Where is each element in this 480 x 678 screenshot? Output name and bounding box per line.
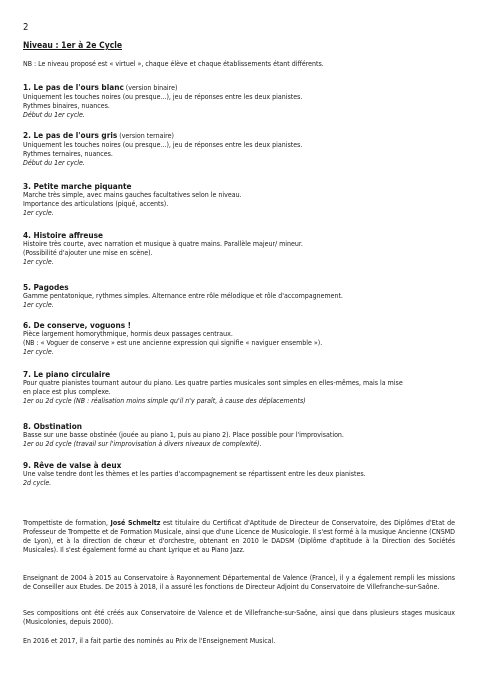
piece-description-line: Uniquement les touches noires (ou presque...), jeu de réponses entre les deux pianistes. xyxy=(23,93,303,101)
piece-title-text: 7. Le piano circulaire xyxy=(23,369,111,379)
piece-level: Début du 1er cycle. xyxy=(23,159,85,167)
piece-item xyxy=(23,369,463,406)
piece-description-line: Rythmes binaires, nuances. xyxy=(23,102,110,110)
piece-description-line: Pour quatre pianistes tournant autour du piano. Les quatre parties musicales sont simples en elles-mêmes, mais la mise xyxy=(23,379,403,387)
piece-description-line: Marche très simple, avec mains gauches facultatives selon le niveau. xyxy=(23,191,242,199)
piece-level: 1er ou 2d cycle (travail sur l'improvisation à divers niveaux de complexité). xyxy=(23,440,262,448)
piece-title xyxy=(23,230,463,240)
piece-level: 1er ou 2d cycle (NB : réalisation moins simple qu'il n'y paraît, à cause des déplacements) xyxy=(23,397,306,405)
piece-title xyxy=(23,282,463,292)
piece-description-line: Gamme pentatonique, rythmes simples. Alternance entre rôle mélodique et rôle d'accompagnement. xyxy=(23,292,343,300)
piece-level: 1er cycle. xyxy=(23,348,54,356)
piece-item xyxy=(23,320,463,357)
piece-title xyxy=(23,369,463,379)
piece-title xyxy=(23,320,463,330)
piece-level: 1er cycle. xyxy=(23,209,54,217)
piece-title xyxy=(23,130,463,141)
piece-title-text: 1. Le pas de l'ours blanc xyxy=(23,82,124,92)
bio-paragraph: Enseignant de 2004 à 2015 au Conservatoire à Rayonnement Départemental de Valence (France), il y a également rempli les missions de Conseiller aux Etudes. De 2015 à 2018, il a assuré les fonctions de Directeur Adjoint du Conservatoire de Villefranche-sur-Saône. xyxy=(23,574,455,591)
piece-item xyxy=(23,82,463,120)
piece-description-line: (Possibilité d'ajouter une mise en scène). xyxy=(23,249,153,257)
piece-title-text: 6. De conserve, voguons ! xyxy=(23,320,132,330)
composer-name: José Schmeltz xyxy=(110,519,161,527)
piece-title xyxy=(23,421,463,431)
piece-title-text: 9. Rêve de valse à deux xyxy=(23,460,122,470)
bio-paragraph: Trompettiste de formation, José Schmeltz est titulaire du Certificat d'Aptitude de Directeur de Conservatoire, des Diplômes d'Etat de Professeur de Trompette et de Formation Musicale, ainsi que d'une Licence de Musicologie. Il s'est formé à la musique Ancienne (CNSMD de Lyon), et à la direction de chœur et d'orchestre, obtenant en 2010 le DADSM (Diplôme d'aptitude à la Direction des Sociétés Musicales). Il s'est également formé au chant Lyrique et au Piano Jazz. xyxy=(23,519,455,554)
piece-item xyxy=(23,421,463,449)
piece-description-line: Histoire très courte, avec narration et musique à quatre mains. Parallèle majeur/ mineur. xyxy=(23,240,303,248)
bio-paragraph: Ses compositions ont été créés aux Conservatoire de Valence et de Villefranche-sur-Saône, ainsi que dans plusieurs stages musicaux (Musicolonies, depuis 2000). xyxy=(23,609,455,626)
piece-title xyxy=(23,460,463,470)
piece-description-line: Importance des articulations (piqué, accents). xyxy=(23,200,169,208)
piece-description-line: Pièce largement homorythmique, hormis deux passages centraux. xyxy=(23,330,233,338)
piece-item xyxy=(23,282,463,310)
piece-title-text: 5. Pagodes xyxy=(23,282,69,292)
level-heading-text: Niveau : 1er à 2e Cycle xyxy=(23,41,123,51)
piece-description-line: Basse sur une basse obstinée (jouée au piano 1, puis au piano 2). Place possible pour l'improvisation. xyxy=(23,431,344,439)
piece-item xyxy=(23,230,463,267)
piece-level: 1er cycle. xyxy=(23,301,54,309)
piece-item xyxy=(23,130,463,168)
piece-level: 2d cycle. xyxy=(23,479,52,487)
piece-level: Début du 1er cycle. xyxy=(23,111,85,119)
piece-level: 1er cycle. xyxy=(23,258,54,266)
piece-description-line: en place est plus complexe. xyxy=(23,388,111,396)
nb-note: NB : Le niveau proposé est « virtuel », chaque élève et chaque établissements étant différents. xyxy=(23,60,324,68)
piece-description-line: (NB : « Voguer de conserve » est une ancienne expression qui signifie « naviguer ensemble »). xyxy=(23,339,323,347)
piece-title-text: 8. Obstination xyxy=(23,421,83,431)
piece-item xyxy=(23,181,463,218)
piece-description-line: Une valse tendre dont les thèmes et les parties d'accompagnement se répartissent entre les deux pianistes. xyxy=(23,470,366,478)
piece-title xyxy=(23,181,463,191)
piece-item xyxy=(23,460,463,488)
piece-title-text: 3. Petite marche piquante xyxy=(23,181,132,191)
piece-title-text: 4. Histoire affreuse xyxy=(23,230,104,240)
piece-subtitle: (version ternaire) xyxy=(117,132,174,140)
piece-description-line: Rythmes ternaires, nuances. xyxy=(23,150,113,158)
piece-subtitle: (version binaire) xyxy=(123,84,178,92)
piece-title-text: 2. Le pas de l'ours gris xyxy=(23,130,118,140)
piece-title xyxy=(23,82,463,93)
bio-paragraph: En 2016 et 2017, il a fait partie des nominés au Prix de l'Enseignement Musical. xyxy=(23,637,276,645)
level-heading xyxy=(23,41,122,51)
piece-description-line: Uniquement les touches noires (ou presque...), jeu de réponses entre les deux pianistes. xyxy=(23,141,303,149)
page-number: 2 xyxy=(23,22,29,33)
